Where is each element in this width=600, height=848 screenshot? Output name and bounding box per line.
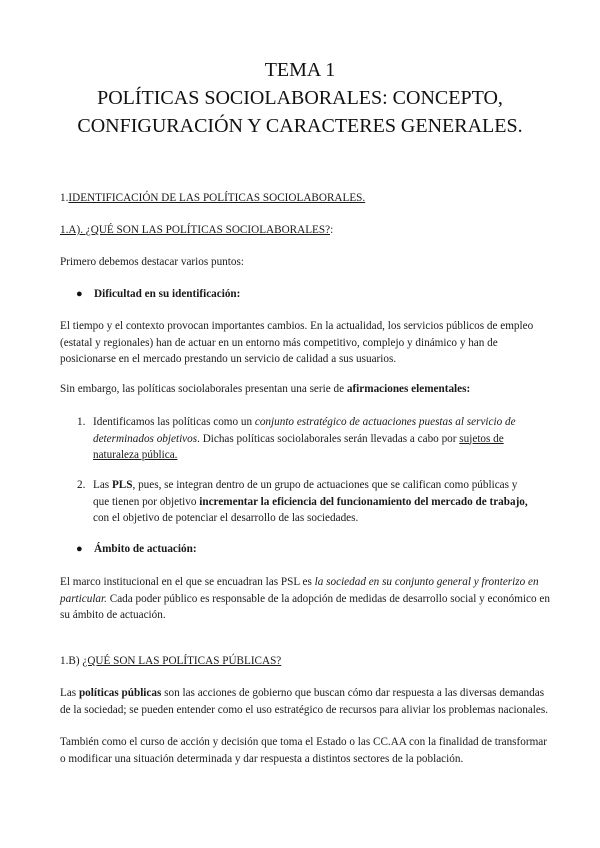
intro-paragraph: Primero debemos destacar varios puntos:	[60, 256, 244, 268]
paragraph-1: El tiempo y el contexto provocan importantes cambios. En la actualidad, los servicios públicos de empleo (estatal y regionales) han de actuar en un entorno más competitivo, complejo y dinámico y han de posicionarse en el mercado prestando un servicio de calidad a sus usuarios.	[60, 320, 534, 365]
subsection-a-heading-text: 1.A). ¿QUÉ SON LAS POLÍTICAS SOCIOLABORALES?	[60, 224, 331, 236]
section-1-heading-text: IDENTIFICACIÓN DE LAS POLÍTICAS SOCIOLABORALES.	[68, 192, 366, 204]
paragraph-5: También como el curso de acción y decisión que toma el Estado o las CC.AA con la finalidad de transformar o modificar una situación determinada y dar respuesta a distintos sectores de la población.	[60, 736, 547, 765]
bullet-2-label: Ámbito de actuación:	[94, 543, 197, 555]
subsection-b-heading	[60, 653, 550, 670]
subsection-b-prefix: 1.B)	[60, 655, 83, 667]
paragraph-4-bold: políticas públicas	[78, 687, 162, 699]
title-line-2: POLÍTICAS SOCIOLABORALES: CONCEPTO,	[97, 87, 503, 109]
paragraph-4-text-b: son las acciones de gobierno que buscan cómo dar respuesta a las diversas demandas de la sociedad; se pueden entender como el uso estratégico de recursos para aliviar los problemas nacionales.	[60, 687, 549, 716]
list-item-1-text-b: . Dichas políticas sociolaborales serán llevadas a cabo por	[197, 432, 460, 445]
list-item-1-underlined: sujetos de naturaleza pública.	[93, 432, 504, 461]
subsection-a-heading	[60, 222, 550, 239]
list-item-2-text-b: , pues, se integran dentro de un grupo de actuaciones que se califican como públicas y que tienen por objetivo	[93, 479, 518, 508]
list-item-1-text-a: Identificamos las políticas como un	[93, 416, 255, 428]
paragraph-4	[60, 685, 550, 718]
list-item-2-number: 2.	[77, 479, 86, 491]
bullet-2-dot: ●	[76, 543, 83, 555]
list-item-1-italic: conjunto estratégico de actuaciones puestas al servicio de determinados objetivos	[93, 416, 516, 445]
paragraph-3-italic: la sociedad en su conjunto general y fronterizo en particular.	[60, 576, 539, 605]
paragraph-4-text-a: Las	[60, 687, 79, 699]
list-item-2-text-a: Las	[93, 479, 112, 491]
paragraph-2-bold: afirmaciones elementales:	[346, 383, 471, 395]
subsection-a-colon: :	[330, 224, 334, 236]
title-line-1: TEMA 1	[264, 59, 336, 81]
list-item-2-bold-b: incrementar la eficiencia del funcionamiento del mercado de trabajo,	[199, 495, 528, 508]
list-item-1-number: 1.	[77, 416, 86, 428]
list-item-1	[93, 414, 533, 464]
paragraph-2	[60, 381, 550, 398]
section-1-heading	[60, 190, 550, 207]
section-1-number: 1.	[60, 192, 69, 204]
paragraph-3	[60, 574, 550, 624]
bullet-1-dot: ●	[76, 288, 83, 300]
paragraph-3-text-a: El marco institucional en el que se encuadran las PSL es	[60, 576, 315, 588]
title-line-3: CONFIGURACIÓN Y CARACTERES GENERALES.	[77, 115, 523, 137]
list-item-2-bold-a: PLS	[111, 479, 133, 491]
list-item-2-text-c: con el objetivo de potenciar el desarrollo de las sociedades.	[93, 512, 359, 524]
subsection-b-heading-text: ¿QUÉ SON LAS POLÍTICAS PÚBLICAS?	[82, 655, 282, 667]
list-item-2	[93, 477, 533, 527]
bullet-1-label: Dificultad en su identificación:	[94, 288, 241, 300]
paragraph-3-text-b: Cada poder público es responsable de la adopción de medidas de desarrollo social y económico en su ámbito de actuación.	[60, 592, 550, 621]
paragraph-2-text: Sin embargo, las políticas sociolaborales presentan una serie de	[60, 383, 347, 395]
